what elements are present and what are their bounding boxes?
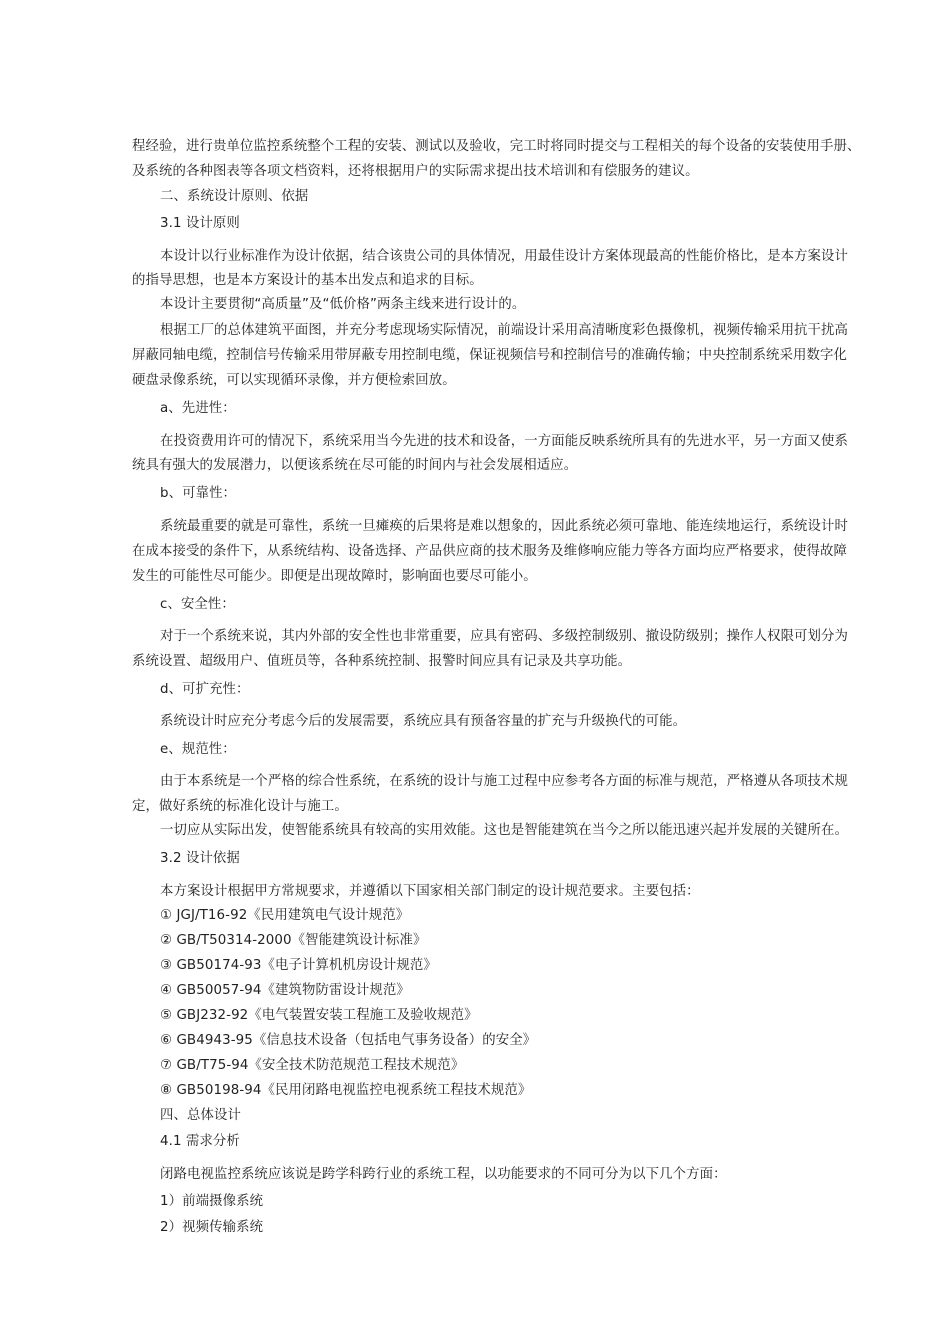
- subsection-heading: 4.1 需求分析: [160, 1134, 240, 1149]
- paragraph-line: 统具有强大的发展潜力，以便该系统在尽可能的时间内与社会发展相适应。: [132, 458, 578, 473]
- paragraph-line: 在成本接受的条件下，从系统结构、设备选择、产品供应商的技术服务及维修响应能力等各方面均应严格要求，使得故障: [132, 544, 847, 559]
- paragraph-line: 系统最重要的就是可靠性，系统一旦瘫痪的后果将是难以想象的，因此系统必须可靠地、能连续地运行，系统设计时: [160, 519, 849, 534]
- paragraph-line: 系统设计时应充分考虑今后的发展需要，系统应具有预备容量的扩充与升级换代的可能。: [160, 714, 687, 729]
- paragraph-line: 发生的可能性尽可能少。即便是出现故障时，影响面也要尽可能小。: [132, 569, 537, 584]
- paragraph-line: 定，做好系统的标准化设计与施工。: [132, 799, 348, 814]
- paragraph-line: 对于一个系统来说，其内外部的安全性也非常重要，应具有密码、多级控制级别、撤设防级别；操作人权限可划分为: [160, 629, 849, 644]
- paragraph-line: 本设计以行业标准作为设计依据，结合该贵公司的具体情况，用最佳设计方案体现最高的性能价格比，是本方案设计: [160, 249, 849, 264]
- paragraph-line: 一切应从实际出发，使智能系统具有较高的实用效能。这也是智能建筑在当今之所以能迅速兴起并发展的关键所在。: [160, 823, 849, 838]
- needs-item: 2）视频传输系统: [160, 1220, 264, 1235]
- paragraph-line: 系统设置、超级用户、值班员等，各种系统控制、报警时间应具有记录及共享功能。: [132, 654, 632, 669]
- standard-item: ④ GB50057-94《建筑物防雷设计规范》: [160, 983, 410, 998]
- standard-item: ⑤ GBJ232-92《电气装置安装工程施工及验收规范》: [160, 1008, 478, 1023]
- paragraph-line: 硬盘录像系统，可以实现循环录像，并方便检索回放。: [132, 373, 456, 388]
- needs-item: 1）前端摄像系统: [160, 1194, 264, 1209]
- section-heading: 二、系统设计原则、依据: [160, 189, 309, 204]
- paragraph-line: 由于本系统是一个严格的综合性系统，在系统的设计与施工过程中应参考各方面的标准与规范，严格遵从各项技术规: [160, 774, 849, 789]
- paragraph-line: 本方案设计根据甲方常规要求，并遵循以下国家相关部门制定的设计规范要求。主要包括：: [160, 884, 700, 899]
- item-heading: e、规范性：: [160, 742, 236, 757]
- standard-item: ⑧ GB50198-94《民用闭路电视监控电视系统工程技术规范》: [160, 1083, 532, 1098]
- subsection-heading: 3.2 设计依据: [160, 851, 240, 866]
- standard-item: ⑥ GB4943-95《信息技术设备（包括电气事务设备）的安全》: [160, 1033, 537, 1048]
- subsection-heading: 3.1 设计原则: [160, 216, 240, 231]
- paragraph-line: 根据工厂的总体建筑平面图，并充分考虑现场实际情况，前端设计采用高清晰度彩色摄像机，视频传输采用抗干扰高: [160, 323, 849, 338]
- intro-line: 及系统的各种图表等各项文档资料，还将根据用户的实际需求提出技术培训和有偿服务的建议。: [132, 164, 699, 179]
- paragraph-line: 的指导思想，也是本方案设计的基本出发点和追求的目标。: [132, 273, 483, 288]
- item-heading: c、安全性：: [160, 597, 235, 612]
- paragraph-line: 本设计主要贯彻“高质量”及“低价格”两条主线来进行设计的。: [160, 297, 526, 312]
- item-heading: d、可扩充性：: [160, 682, 250, 697]
- standard-item: ① JGJ/T16-92《民用建筑电气设计规范》: [160, 908, 410, 923]
- intro-line: 程经验，进行贵单位监控系统整个工程的安装、测试以及验收，完工时将同时提交与工程相关的每个设备的安装使用手册、: [132, 139, 861, 154]
- section-heading: 四、总体设计: [160, 1108, 241, 1123]
- standard-item: ⑦ GB/T75-94《安全技术防范规范工程技术规范》: [160, 1058, 465, 1073]
- standard-item: ③ GB50174-93《电子计算机机房设计规范》: [160, 958, 437, 973]
- paragraph-line: 屏蔽同轴电缆，控制信号传输采用带屏蔽专用控制电缆，保证视频信号和控制信号的准确传输；中央控制系统采用数字化: [132, 348, 847, 363]
- paragraph-line: 闭路电视监控系统应该说是跨学科跨行业的系统工程，以功能要求的不同可分为以下几个方面：: [160, 1167, 727, 1182]
- item-heading: a、先进性：: [160, 401, 236, 416]
- paragraph-line: 在投资费用许可的情况下，系统采用当今先进的技术和设备，一方面能反映系统所具有的先进水平，另一方面又使系: [160, 434, 849, 449]
- standard-item: ② GB/T50314-2000《智能建筑设计标准》: [160, 933, 427, 948]
- item-heading: b、可靠性：: [160, 486, 237, 501]
